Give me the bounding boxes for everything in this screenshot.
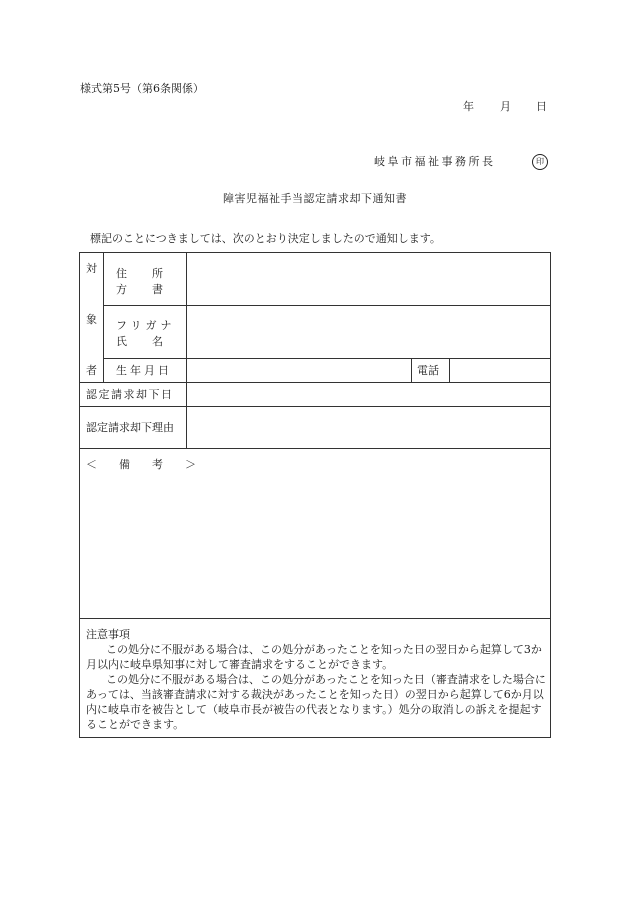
phone-field[interactable] bbox=[450, 359, 550, 382]
notes-section bbox=[86, 627, 546, 732]
remarks-label: ＜ 備 考 ＞ bbox=[86, 458, 196, 471]
furigana-label: フリガナ bbox=[116, 319, 176, 332]
rejection-date-field[interactable] bbox=[187, 383, 550, 406]
notes-paragraph-2: この処分に不服がある場合は、この処分があったことを知った日（審査請求をした場合にあっては、当該審査請求に対する裁決があったことを知った日）の翌日から起算して6か月以内に岐阜市を被告として（岐阜市長が被告の代表となります。）処分の取消しの訴えを提起することができます。 bbox=[86, 673, 546, 731]
address-field[interactable] bbox=[187, 253, 550, 305]
rejection-reason-label: 認定請求却下理由 bbox=[86, 421, 174, 434]
remarks-field[interactable] bbox=[81, 475, 549, 615]
rejection-date-label: 認定請求却下日 bbox=[86, 388, 174, 401]
seal-mark: 印 bbox=[532, 154, 548, 170]
subject-label-middle: 象 bbox=[86, 313, 97, 326]
birth-date-field[interactable] bbox=[187, 359, 411, 382]
document-title: 障害児福祉手当認定請求却下通知書 bbox=[223, 192, 407, 205]
birth-date-label: 生年月日 bbox=[116, 364, 172, 377]
notes-heading: 注意事項 bbox=[86, 628, 130, 641]
phone-label: 電話 bbox=[417, 364, 439, 377]
date-year-label: 年 bbox=[463, 100, 474, 113]
rejection-reason-field[interactable] bbox=[187, 407, 550, 448]
intro-text: 標記のことにつきましては、次のとおり決定しましたので通知します。 bbox=[90, 232, 441, 245]
subject-label-bottom: 者 bbox=[86, 364, 97, 377]
date-day-label: 日 bbox=[536, 100, 547, 113]
name-label: 氏 名 bbox=[116, 335, 164, 348]
form-table bbox=[79, 252, 551, 738]
form-reference: 様式第5号（第6条関係） bbox=[80, 82, 204, 95]
notes-paragraph-1: この処分に不服がある場合は、この処分があったことを知った日の翌日から起算して3か月以内に岐阜県知事に対して審査請求をすることができます。 bbox=[86, 643, 542, 671]
address-suffix-label: 方 書 bbox=[116, 283, 164, 296]
date-month-label: 月 bbox=[500, 100, 511, 113]
subject-label-top: 対 bbox=[86, 262, 97, 275]
name-field[interactable] bbox=[187, 306, 550, 358]
address-label: 住 所 bbox=[116, 267, 164, 280]
issuer-name: 岐阜市福祉事務所長 bbox=[374, 155, 496, 168]
